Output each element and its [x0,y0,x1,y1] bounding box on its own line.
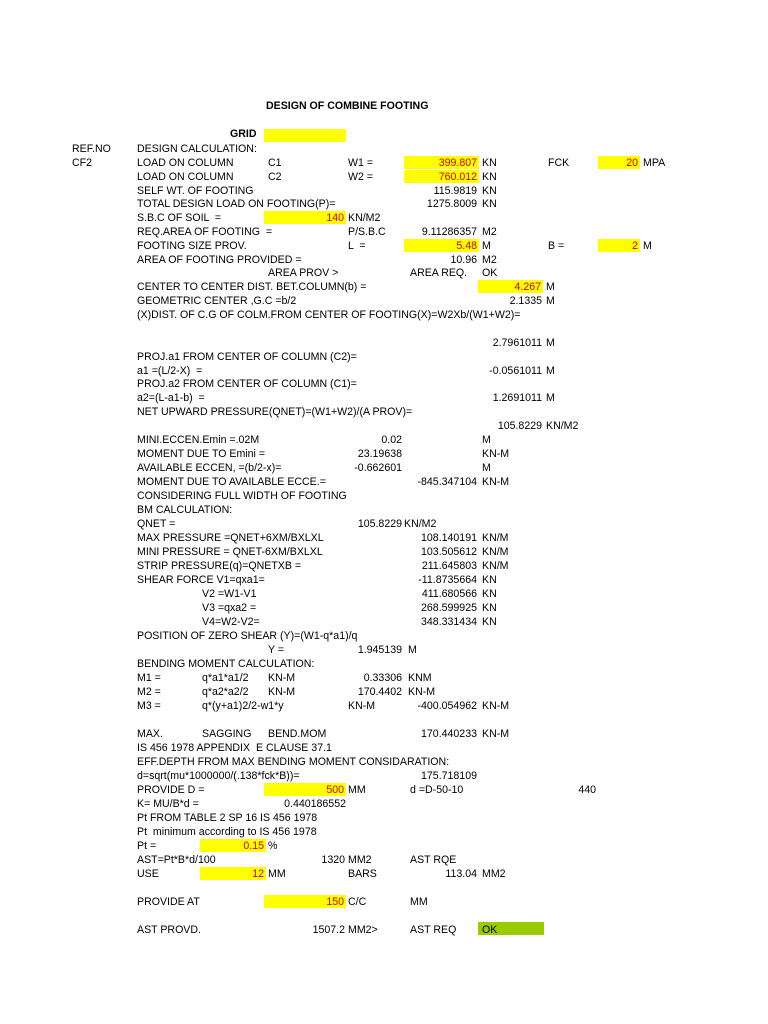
m2-label: M2 = [137,686,161,698]
avail-ecc-unit: M [482,462,491,474]
proj-a1-unit: M [546,365,555,377]
min-pressure-label: MINI PRESSURE = QNET-6XM/BXLXL [137,546,323,558]
use-label: USE [137,868,159,880]
bars-unit: MM2 [482,868,506,880]
pt-min-note: Pt minimum according to IS 456 1978 [137,826,317,838]
area-prov-unit: M2 [482,254,497,266]
load-c2-col: C2 [268,171,282,183]
grid-label: GRID [230,128,257,140]
bar-dia-unit: MM [268,868,286,880]
center-dist-unit: M [546,281,555,293]
moment-emin-label: MOMENT DUE TO Emini = [137,448,266,460]
m3-label: M3 = [137,700,161,712]
m2-value: 170.4402 [357,686,402,698]
load-c1-w-label: W1 = [348,157,374,169]
avail-ecc-value: -0.662601 [354,462,402,474]
proj-a1-formula: a1 =(L/2-X) = [137,365,203,377]
provide-at-label: PROVIDE AT [137,896,200,908]
proj-a2-label: PROJ.a2 FROM CENTER OF COLUMN (C1)= [137,378,357,390]
moment-emin-unit: KN-M [482,448,510,460]
self-wt-value: 115.9819 [433,185,477,197]
spacing-unit: C/C [348,896,367,908]
m2-formula: q*a2*a2/2 [202,686,249,698]
d-formula-value: 175.718109 [421,770,477,782]
shear-v1-label: SHEAR FORCE V1=qxa1= [137,574,265,586]
sbc-value: 140 [326,212,344,224]
shear-v2-label: V2 =W1-V1 [202,588,257,600]
self-wt-label: SELF WT. OF FOOTING [137,185,254,197]
pt-unit: % [268,840,278,852]
req-area-value: 9.11286357 [421,226,477,238]
max-pressure-label: MAX PRESSURE =QNET+6XM/BXLXL [137,532,324,544]
proj-a1-value: -0.0561011 [489,365,542,377]
ast-label: AST=Pt*B*d/100 [137,854,216,866]
max-sag-b: SAGGING [202,728,252,740]
total-load-unit: KN [482,198,497,210]
k-value-label: K= MU/B*d = [137,798,199,810]
area-prov-value: 10.96 [450,254,477,266]
m1-label: M1 = [137,672,161,684]
req-area-unit: M2 [482,226,497,238]
m3-unit1: KN-M [348,700,376,712]
strip-pressure-value: 211.645803 [421,560,477,572]
length-unit: M [482,240,491,252]
max-sag-unit: KN-M [482,728,510,740]
m1-formula: q*a1*a1/2 [202,672,249,684]
m3-unit2: KN-M [482,700,510,712]
load-c2-value: 760.012 [438,171,477,183]
dist-cg-unit: M [546,337,555,349]
shear-v3-value: 268.599925 [421,602,477,614]
pt-table-note: Pt FROM TABLE 2 SP 16 IS 456 1978 [137,812,318,824]
geo-center-unit: M [546,295,555,307]
ast-value: 1320 [321,854,345,866]
length-label: L = [348,240,366,252]
ast-provd-value: 1507.2 [312,924,345,936]
m3-value: -400.054962 [417,700,477,712]
zero-shear-value: 1.945139 [357,644,402,656]
zero-shear-y-label: Y = [268,644,285,656]
center-dist-label: CENTER TO CENTER DIST. BET.COLUMN(b) = [137,281,367,293]
d-formula-label: d=sqrt(mu*1000000/(.138*fck*B))= [137,770,300,782]
ok-status-text: OK [482,924,498,936]
max-sag-c: BEND.MOM [268,728,327,740]
net-pressure-label: NET UPWARD PRESSURE(QNET)=(W1+W2)/(A PROV)= [137,406,413,418]
proj-a2-formula: a2=(L-a1-b) = [137,392,205,404]
ast-unit: MM2 [348,854,372,866]
pt-value: 0.15 [243,840,264,852]
bars-value: 113.04 [445,868,477,880]
provide-d-unit: MM [348,784,366,796]
k-value-value: 0.440186552 [284,798,346,810]
shear-v1-value: -11.8735664 [418,574,477,586]
min-ecc-value: 0.02 [381,434,402,446]
ast-req-label: AST RQE [410,854,457,866]
ref-no-value: CF2 [72,157,93,169]
eff-depth-heading: EFF.DEPTH FROM MAX BENDING MOMENT CONSIDARATION: [137,756,450,768]
qnet-unit: KN/M2 [404,518,437,530]
size-prov-label: FOOTING SIZE PROV. [137,240,247,252]
m2-unit1: KN-M [268,686,296,698]
req-area-formula: P/S.B.C [348,226,386,238]
zero-shear-label: POSITION OF ZERO SHEAR (Y)=(W1-q*a1)/q [137,630,358,642]
proj-a2-value: 1.2691011 [492,392,542,404]
min-ecc-unit: M [482,434,491,446]
breadth-label: B = [548,240,565,252]
ref-no-label: REF.NO [72,143,111,155]
grid-input-cell[interactable] [264,129,346,142]
full-width-note: CONSIDERING FULL WIDTH OF FOOTING [137,490,347,502]
moment-ecc-value: -845.347104 [417,476,477,488]
min-pressure-unit: KN/M [482,546,509,558]
moment-emin-value: 23.19638 [357,448,402,460]
pt-label: Pt = [137,840,157,852]
ast-provd-req-label: AST REQ [410,924,457,936]
provide-d-label: PROVIDE D = [137,784,205,796]
proj-a2-unit: M [546,392,555,404]
eff-d-value: 440 [578,784,596,796]
shear-v2-value: 411.680566 [421,588,477,600]
bars-label: BARS [348,868,377,880]
area-check-right: AREA REQ. [410,267,468,279]
shear-v4-label: V4=W2-V2= [202,616,260,628]
m2-unit2: KN-M [408,686,436,698]
breadth-value: 2 [632,240,638,252]
shear-v2-unit: KN [482,588,497,600]
strip-pressure-unit: KN/M [482,560,509,572]
bm-calc2-heading: BENDING MOMENT CALCULATION: [137,658,315,670]
net-pressure-unit: KN/M2 [546,420,579,432]
sbc-label: S.B.C OF SOIL = [137,212,222,224]
spacing-unit2: MM [410,896,428,908]
spacing-value: 150 [326,896,344,908]
sbc-unit: KN/M2 [348,212,381,224]
load-c1-unit: KN [482,157,497,169]
center-dist-value: 4.267 [514,281,541,293]
strip-pressure-label: STRIP PRESSURE(q)=QNETXB = [137,560,302,572]
min-pressure-value: 103.505612 [421,546,477,558]
area-check-left: AREA PROV > [268,267,339,279]
self-wt-unit: KN [482,185,497,197]
max-pressure-value: 108.140191 [421,532,477,544]
load-c2-label: LOAD ON COLUMN [137,171,234,183]
qnet-value: 105.8229 [357,518,402,530]
max-sag-value: 170.440233 [421,728,477,740]
fck-unit: MPA [643,157,666,169]
page-title: DESIGN OF COMBINE FOOTING [266,100,429,112]
dist-cg-value: 2.7961011 [492,337,542,349]
m3-formula: q*(y+a1)2/2-w1*y [202,700,284,712]
load-c1-value: 399.807 [438,157,477,169]
fck-label: FCK [548,157,570,169]
shear-v4-unit: KN [482,616,497,628]
dist-cg-label: (X)DIST. OF C.G OF COLM.FROM CENTER OF FOOTING(X)=W2Xb/(W1+W2)= [137,309,521,321]
total-load-value: 1275.8009 [426,198,477,210]
geo-center-value: 2.1335 [509,295,542,307]
area-prov-label: AREA OF FOOTING PROVIDED = [137,254,302,266]
provide-d-value: 500 [326,784,344,796]
shear-v3-unit: KN [482,602,497,614]
avail-ecc-label: AVAILABLE ECCEN, =(b/2-x)= [137,462,282,474]
is-clause: IS 456 1978 APPENDIX E CLAUSE 37.1 [137,742,332,754]
geo-center-label: GEOMETRIC CENTER ,G.C =b/2 [137,295,297,307]
breadth-unit: M [643,240,652,252]
load-c2-unit: KN [482,171,497,183]
shear-v1-unit: KN [482,574,497,586]
m1-unit2: KNM [408,672,432,684]
load-c1-label: LOAD ON COLUMN [137,157,234,169]
bar-dia-value: 12 [252,868,264,880]
ast-provd-unit: MM2> [348,924,378,936]
qnet-label: QNET = [137,518,176,530]
zero-shear-unit: M [408,644,417,656]
design-calc-heading: DESIGN CALCULATION: [137,143,257,155]
max-sag-a: MAX. [137,728,163,740]
total-load-label: TOTAL DESIGN LOAD ON FOOTING(P)= [137,198,336,210]
max-pressure-unit: KN/M [482,532,509,544]
eff-d-label: d =D-50-10 [410,784,464,796]
ast-provd-label: AST PROVD. [137,924,201,936]
fck-value: 20 [626,157,638,169]
net-pressure-value: 105.8229 [497,420,542,432]
bm-calc-heading: BM CALCULATION: [137,504,233,516]
min-ecc-label: MINI.ECCEN.Emin =.02M [137,434,260,446]
m1-unit1: KN-M [268,672,296,684]
load-c2-w-label: W2 = [348,171,374,183]
m1-value: 0.33306 [363,672,402,684]
length-value: 5.48 [456,240,477,252]
shear-v4-value: 348.331434 [421,616,477,628]
load-c1-col: C1 [268,157,282,169]
proj-a1-label: PROJ.a1 FROM CENTER OF COLUMN (C2)= [137,351,357,363]
area-check-result: OK [482,267,498,279]
shear-v3-label: V3 =qxa2 = [202,602,257,614]
moment-ecc-unit: KN-M [482,476,510,488]
moment-ecc-label: MOMENT DUE TO AVAILABLE ECCE.= [137,476,326,488]
req-area-label: REQ.AREA OF FOOTING = [137,226,273,238]
